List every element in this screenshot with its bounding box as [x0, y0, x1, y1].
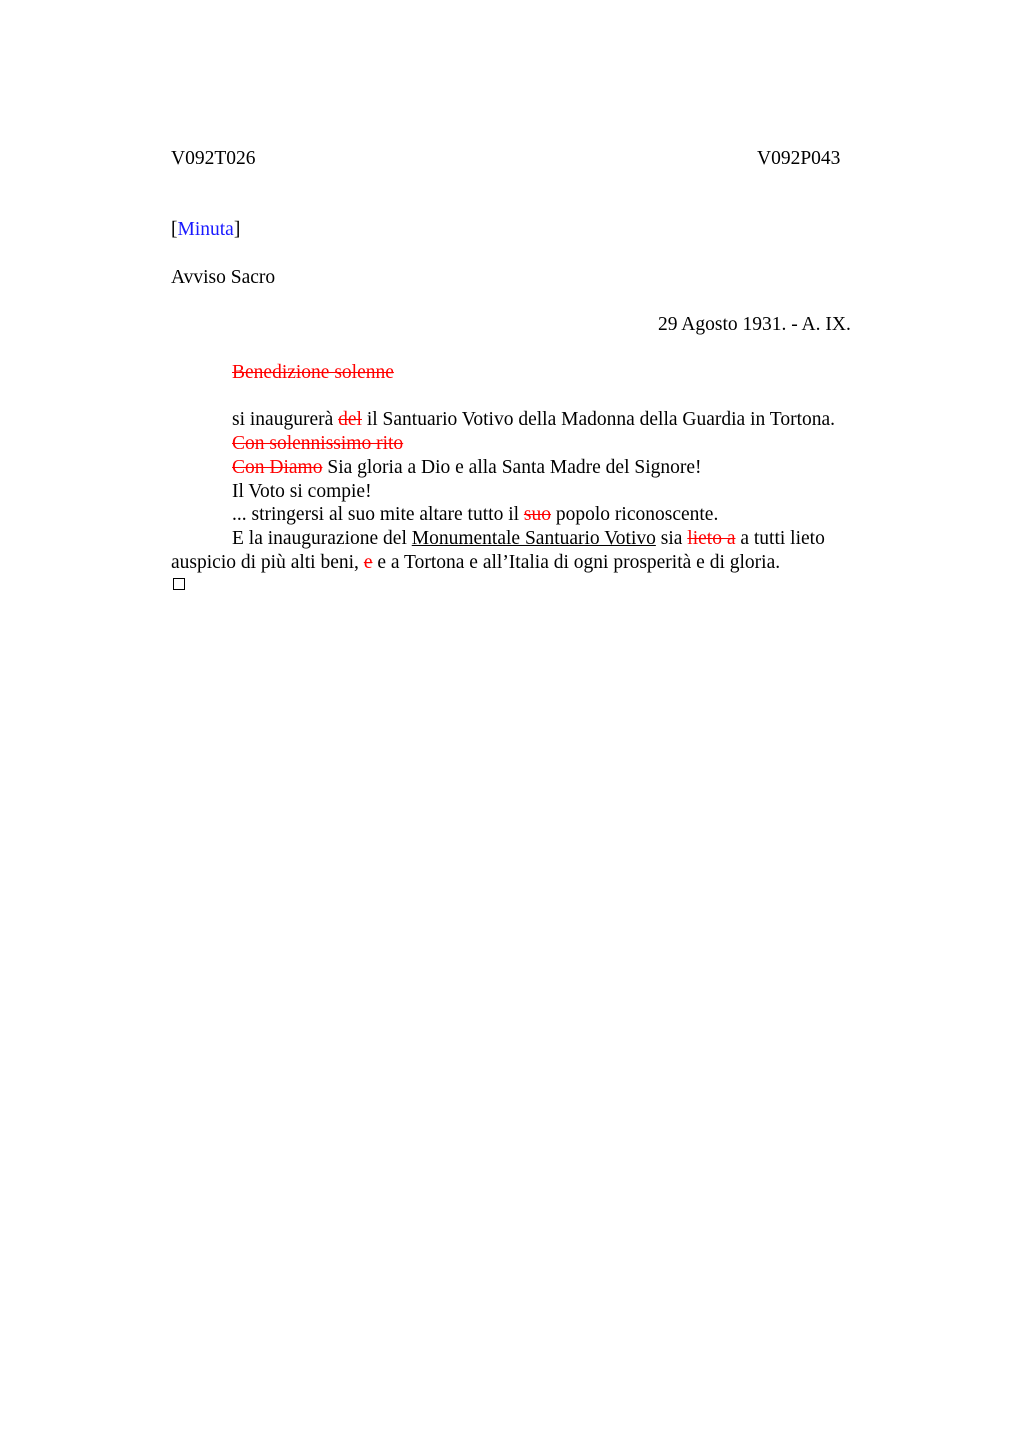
text-span: sia [655, 528, 688, 549]
deleted-text: del [338, 409, 362, 430]
text-span: si inaugurerà [232, 409, 339, 430]
deleted-text: Con solennissimo rito [232, 433, 404, 454]
deleted-text: Benedizione solenne [232, 362, 394, 383]
close-bracket: ] [233, 219, 241, 240]
text-line [232, 432, 403, 456]
document-date: 29 Agosto 1931. - A. IX. [658, 314, 851, 335]
text-line [232, 456, 702, 480]
deleted-text: Con Diamo [232, 457, 323, 478]
deleted-text: lieto a [687, 528, 736, 549]
text-line [232, 408, 835, 432]
right-code: V092P043 [757, 148, 841, 169]
text-span: E la inaugurazione del [232, 528, 412, 549]
left-code: V092T026 [171, 148, 256, 169]
text-line: Il Voto si compie! [232, 481, 372, 502]
doc-type [171, 218, 240, 242]
closing-paragraph [171, 527, 881, 575]
doc-type-label: Minuta [177, 219, 234, 240]
empty-square-icon [173, 578, 185, 590]
text-span: Sia gloria a Dio e alla Santa Madre del Signore! [322, 457, 702, 478]
deleted-text: e [363, 552, 373, 573]
text-span: ... stringersi al suo mite altare tutto il [232, 504, 524, 525]
text-span: a tutti lieto auspicio di più alti beni, [171, 528, 825, 573]
document-title: Avviso Sacro [171, 267, 276, 288]
open-bracket: [ [171, 219, 178, 240]
text-span: il Santuario Votivo della Madonna della Guardia in Tortona. [361, 409, 836, 430]
underlined-text: Monumentale Santuario Votivo [411, 528, 656, 549]
text-span: popolo riconoscente. [551, 504, 719, 525]
text-line [232, 503, 718, 527]
text-span: e a Tortona e all’Italia di ogni prosperità e di gloria. [372, 552, 781, 573]
deleted-heading [232, 361, 394, 385]
deleted-text: suo [523, 504, 551, 525]
